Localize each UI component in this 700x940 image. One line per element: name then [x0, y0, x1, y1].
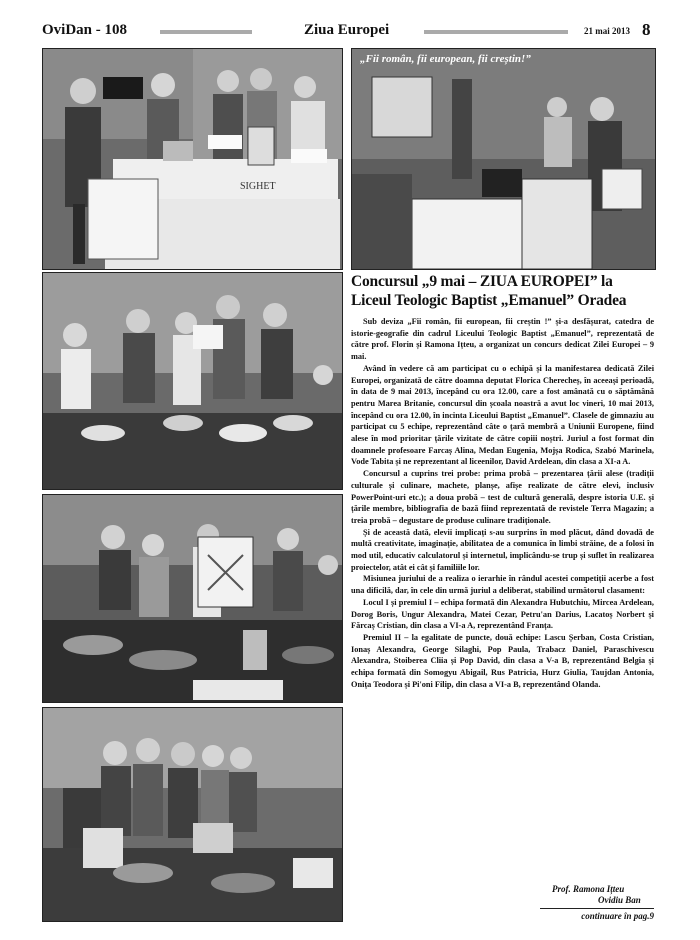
photo-caption-motto: „Fii român, fii european, fii creștin!”: [360, 53, 531, 65]
article: [351, 272, 654, 691]
article-lead: Sub deviza „Fii român, fii european, fii creștin !” și-a desfășurat, catedra de istorie-geografie din cadrul Liceului Teologic Baptist „Emanuel”, reprezentată de către prof. Florin și Ramona Ițteu, a organizat un concurs dedicat Zilei Europei – 9 mai.: [351, 317, 654, 362]
article-title: Concursul „9 mai – ZIUA EUROPEI” la Liceul Teologic Baptist „Emanuel” Oradea: [351, 273, 627, 309]
signature-author: Prof. Ramona Ițteu: [552, 884, 625, 894]
header-rule-right: [424, 30, 568, 34]
photo-students-display-table: [42, 48, 343, 270]
article-paragraph: Concursul a cuprins trei probe: prima probă – prezentarea țării alese (tradiții culturale și culinare, machete, planșe, afișe realizate de către elevi, inclusiv PowerPoint-uri etc.); a doua probă – test de cultură generală, despre istoria U.E. și țările membre, bibliografia de bază fiind reprezentată de revistele Terra Magazin; a treia probă – degustare de produse culinare tradiționale.: [351, 469, 654, 525]
article-paragraph: Premiul II – la egalitate de puncte, două echipe: Lascu Șerban, Costa Cristian, Ionaș Alexandra, George Silaghi, Pop Paula, Trabacz Daniel, Paraschivescu Alexandra, Stoiberea Cliia și Pop David, din clasa a V-a B, reprezentând Belgia și echipa formată din Somogyu Abigail, Rus Patricia, Hurz Giulia, Taujdan Antonia, Onița Teodora și Pi'oni Filip, din clasa a VI-a B, reprezentând Olanda.: [351, 632, 654, 689]
page-header: [42, 20, 654, 42]
header-rule-left: [160, 30, 252, 34]
photo-group-winners: [42, 707, 343, 922]
photo-students-reading: [42, 272, 343, 490]
article-paragraph: Misiunea juriului de a realiza o ierarhie în rândul acestei competiții acerbe a fost una dificilă, dar, în cele din urmă juriul a deliberat, stabilind următorul clasament:: [351, 574, 654, 596]
photo-eu-motto-display: [351, 48, 656, 270]
sign-text: SIGHET: [240, 181, 276, 192]
article-paragraph: Și de această dată, elevii implicați s-au surprins în mod plăcut, dând dovadă de multă creativitate, imaginație, abilitatea de a comunica în limbi străine, de a folosi în mod util, educativ calculatorul și internetul, implicându-se trup și suflet în realizarea proiectelor, atât ei cât și familiile lor.: [351, 527, 654, 572]
article-paragraph: Locul I și premiul I – echipa formată din Alexandra Hubutchiu, Mircea Ardelean, Dorog Boris, Ungur Alexandra, Matei Cezar, Petru'an Darius, Lacatoș Norbert și Fărcaș Cristian, din clasa a VI-a A, reprezentând Franța.: [351, 597, 654, 631]
issue-date: 21 mai 2013: [584, 26, 630, 36]
photo-students-food-table: [42, 494, 343, 703]
publication-name: OviDan - 108: [42, 22, 128, 38]
article-paragraph: Având în vedere că am participat cu o echipă și la manifestarea dedicată Zilei Europei, organizată de către doamna deputat Florica Cherecheș, în aceeași perioadă, în data de 9 mai 2013, începând cu ora 12.00, care a fost amânată cu o săptămână pentru Marea Britanie, concursul din școala noastră a avut loc vineri, 10 mai 2013, începând cu ora 12.00, în incinta Liceului Baptist „Emanuel”. Clasele de gimnaziu au participat cu 5 echipe, reprezentând câte o țară membră a Uniunii Europene, fiind alese în mod prioritar țările vizitate de către copiii noștri. Juriul a fost format din doamnele profesoare Farcaș Alina, Medan Eugenia, Mojșa Rodica, Szabó Marinela, Vode Tabita și ne reprezentant al liceenilor, David Ardelean, din clasa a XI-a A.: [351, 363, 654, 467]
signature-co-author: Ovidiu Ban: [598, 895, 641, 905]
continued-on-page: continuare în pag.9: [540, 908, 654, 921]
section-title: Ziua Europei: [304, 22, 390, 38]
page-number: 8: [642, 20, 651, 39]
